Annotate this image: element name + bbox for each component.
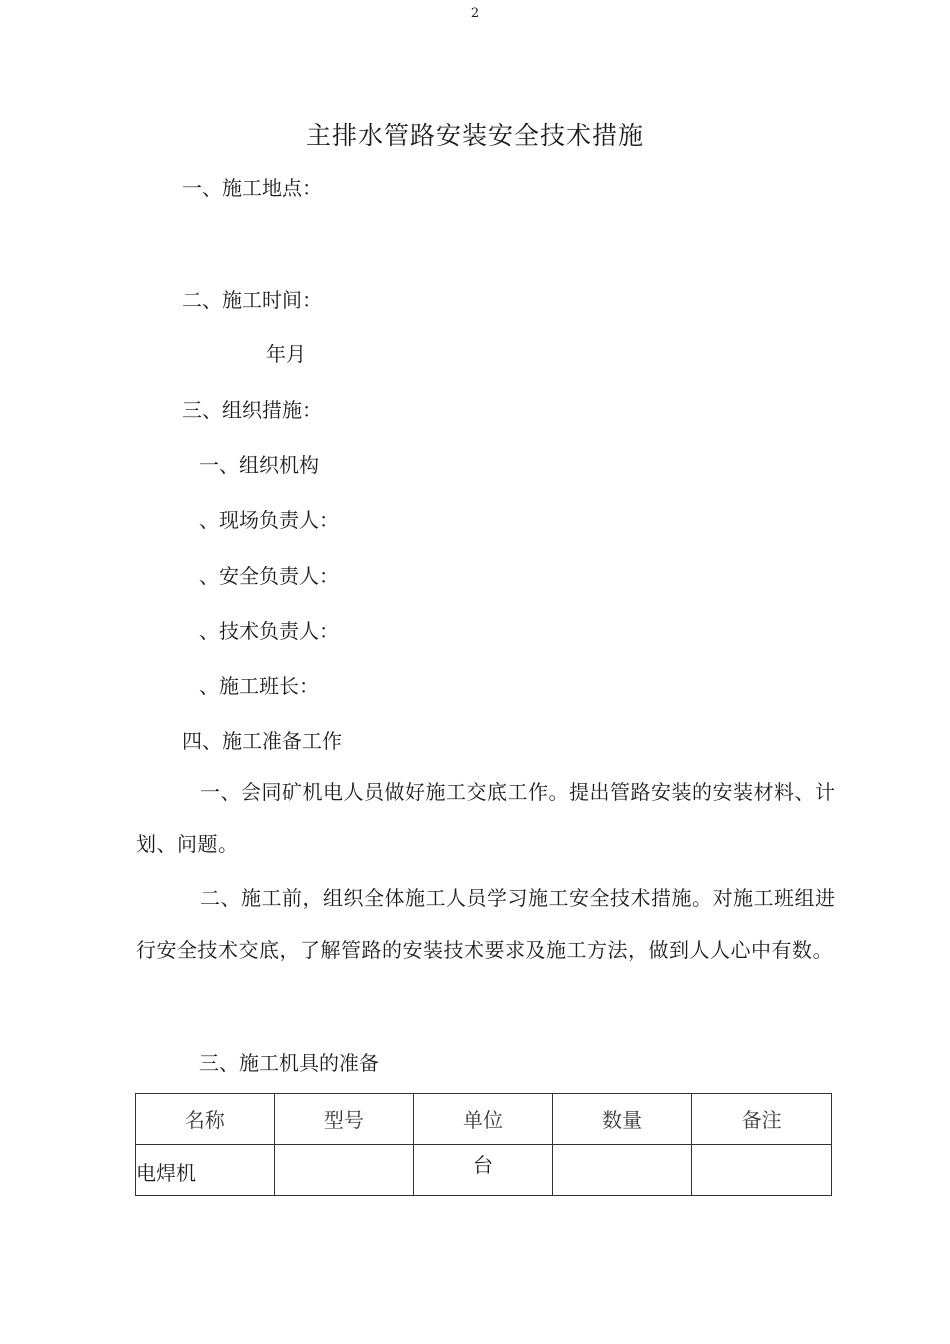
safety-manager-label: 、安全负责人： (199, 564, 339, 588)
equipment-preparation-heading: 三、施工机具的准备 (199, 1051, 379, 1075)
cell-remarks (692, 1145, 832, 1196)
location-heading: 一、施工地点： (182, 176, 322, 200)
table-row (136, 1145, 832, 1196)
preparation-paragraph-1: 一、会同矿机电人员做好施工交底工作。提出管路安装的安装材料、计划、问题。 (136, 780, 836, 856)
cell-model (274, 1145, 414, 1196)
document-title: 主排水管路安装安全技术措施 (305, 121, 644, 150)
cell-unit: 台 (414, 1145, 553, 1196)
header-quantity: 数量 (552, 1094, 692, 1145)
cell-quantity (552, 1145, 692, 1196)
header-remarks: 备注 (692, 1094, 832, 1145)
preparation-heading: 四、施工准备工作 (182, 729, 342, 753)
time-heading: 二、施工时间： (182, 288, 322, 312)
cell-name: 电焊机 (136, 1145, 275, 1196)
time-value: 年月 (266, 342, 306, 366)
team-leader-label: 、施工班长： (199, 674, 319, 698)
site-manager-label: 、现场负责人： (199, 508, 339, 532)
page-number: 2 (470, 6, 480, 21)
header-unit: 单位 (414, 1094, 553, 1145)
header-model: 型号 (274, 1094, 414, 1145)
preparation-paragraph-2: 二、施工前，组织全体施工人员学习施工安全技术措施。对施工班组进行安全技术交底，了解管路的安装技术要求及施工方法，做到人人心中有数。 (136, 886, 836, 962)
tech-manager-label: 、技术负责人： (199, 619, 339, 643)
organization-structure-heading: 一、组织机构 (199, 453, 319, 477)
table-header-row (136, 1094, 832, 1145)
organization-heading: 三、组织措施： (182, 398, 322, 422)
header-name: 名称 (136, 1094, 275, 1145)
equipment-table (135, 1093, 832, 1196)
